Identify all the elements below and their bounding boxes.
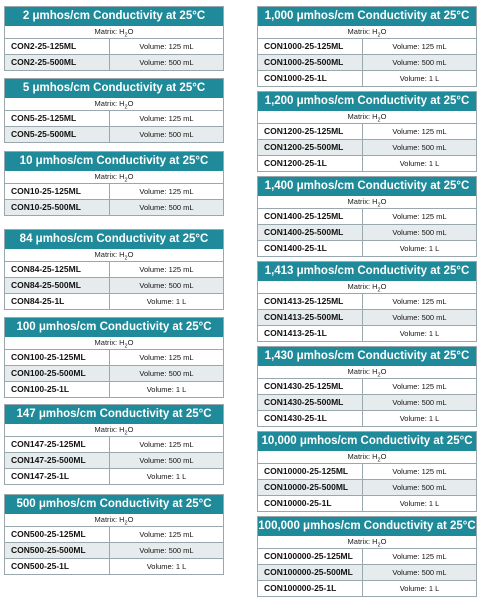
- matrix-label: Matrix: $H_2O$: [5, 424, 223, 437]
- product-volume: Volume: 500 mL: [392, 398, 447, 407]
- card-title: 100,000 μmhos/cm Conductivity at 25°C: [258, 517, 476, 536]
- product-volume: Volume: 125 mL: [139, 187, 194, 196]
- matrix-label: Matrix: $H_2O$: [258, 536, 476, 549]
- product-code: CON500-25-1L: [5, 559, 110, 574]
- matrix-label: Matrix: $H_2O$: [258, 281, 476, 294]
- matrix-label: Matrix: $H_2O$: [258, 196, 476, 209]
- product-code: CON1000-25-125ML: [258, 39, 363, 54]
- product-row: [5, 262, 223, 278]
- product-row: [258, 411, 476, 426]
- product-row: [258, 310, 476, 326]
- matrix-label: Matrix: $H_2O$: [258, 111, 476, 124]
- product-volume: Volume: 1 L: [399, 244, 440, 253]
- product-code: CON500-25-125ML: [5, 527, 110, 542]
- product-code: CON1413-25-125ML: [258, 294, 363, 309]
- product-volume: Volume: 500 mL: [139, 369, 194, 378]
- product-volume: Volume: 1 L: [146, 472, 187, 481]
- card-title: 5 μmhos/cm Conductivity at 25°C: [5, 79, 223, 98]
- card-title: 500 μmhos/cm Conductivity at 25°C: [5, 495, 223, 514]
- product-volume: Volume: 125 mL: [392, 127, 447, 136]
- product-volume: Volume: 1 L: [399, 329, 440, 338]
- product-row: [258, 294, 476, 310]
- matrix-label: Matrix: $H_2O$: [5, 337, 223, 350]
- product-code: CON2-25-125ML: [5, 39, 110, 54]
- product-code: CON147-25-1L: [5, 469, 110, 484]
- product-code: CON1413-25-1L: [258, 326, 363, 341]
- product-code: CON1000-25-1L: [258, 71, 363, 86]
- card-title: 2 μmhos/cm Conductivity at 25°C: [5, 7, 223, 26]
- product-volume: Volume: 125 mL: [392, 552, 447, 561]
- product-row: [258, 156, 476, 171]
- product-row: [258, 241, 476, 256]
- product-code: CON100000-25-125ML: [258, 549, 363, 564]
- product-row: [258, 379, 476, 395]
- product-code: CON1000-25-500ML: [258, 55, 363, 70]
- product-volume: Volume: 500 mL: [392, 568, 447, 577]
- product-volume: Volume: 500 mL: [392, 143, 447, 152]
- standard-card: [257, 91, 477, 172]
- product-row: [5, 278, 223, 294]
- product-code: CON2-25-500ML: [5, 55, 110, 70]
- product-volume: Volume: 500 mL: [392, 483, 447, 492]
- card-title: 1,000 μmhos/cm Conductivity at 25°C: [258, 7, 476, 26]
- product-row: [258, 124, 476, 140]
- product-row: [5, 559, 223, 574]
- product-row: [258, 496, 476, 511]
- product-volume: Volume: 1 L: [399, 74, 440, 83]
- product-volume: Volume: 125 mL: [139, 265, 194, 274]
- product-code: CON100000-25-500ML: [258, 565, 363, 580]
- product-row: [5, 184, 223, 200]
- matrix-label: Matrix: $H_2O$: [258, 26, 476, 39]
- product-row: [258, 565, 476, 581]
- product-volume: Volume: 500 mL: [139, 456, 194, 465]
- product-code: CON10-25-500ML: [5, 200, 110, 215]
- product-volume: Volume: 125 mL: [392, 297, 447, 306]
- product-volume: Volume: 500 mL: [392, 58, 447, 67]
- product-code: CON147-25-500ML: [5, 453, 110, 468]
- product-volume: Volume: 125 mL: [392, 42, 447, 51]
- product-volume: Volume: 1 L: [146, 385, 187, 394]
- product-row: [258, 581, 476, 596]
- product-volume: Volume: 1 L: [399, 499, 440, 508]
- standard-card: [4, 6, 224, 71]
- product-code: CON100-25-125ML: [5, 350, 110, 365]
- product-row: [5, 437, 223, 453]
- product-code: CON1400-25-125ML: [258, 209, 363, 224]
- card-title: 1,400 μmhos/cm Conductivity at 25°C: [258, 177, 476, 196]
- card-title: 84 μmhos/cm Conductivity at 25°C: [5, 230, 223, 249]
- matrix-label: Matrix: $H_2O$: [258, 366, 476, 379]
- product-code: CON10-25-125ML: [5, 184, 110, 199]
- product-volume: Volume: 125 mL: [392, 467, 447, 476]
- product-volume: Volume: 500 mL: [139, 58, 194, 67]
- product-code: CON10000-25-1L: [258, 496, 363, 511]
- product-row: [5, 127, 223, 142]
- product-volume: Volume: 500 mL: [139, 281, 194, 290]
- product-code: CON1413-25-500ML: [258, 310, 363, 325]
- product-code: CON5-25-500ML: [5, 127, 110, 142]
- standard-card: [257, 346, 477, 427]
- product-row: [258, 464, 476, 480]
- product-row: [258, 55, 476, 71]
- product-row: [5, 366, 223, 382]
- card-title: 100 μmhos/cm Conductivity at 25°C: [5, 318, 223, 337]
- standard-card: [4, 229, 224, 310]
- matrix-label: Matrix: $H_2O$: [5, 98, 223, 111]
- card-title: 1,430 μmhos/cm Conductivity at 25°C: [258, 347, 476, 366]
- product-code: CON10000-25-500ML: [258, 480, 363, 495]
- standard-card: [257, 176, 477, 257]
- product-code: CON1200-25-1L: [258, 156, 363, 171]
- product-code: CON100-25-1L: [5, 382, 110, 397]
- product-row: [5, 294, 223, 309]
- standard-card: [4, 404, 224, 485]
- standard-card: [4, 317, 224, 398]
- product-volume: Volume: 1 L: [399, 414, 440, 423]
- card-title: 1,200 μmhos/cm Conductivity at 25°C: [258, 92, 476, 111]
- product-row: [5, 350, 223, 366]
- card-title: 1,413 μmhos/cm Conductivity at 25°C: [258, 262, 476, 281]
- card-title: 10 μmhos/cm Conductivity at 25°C: [5, 152, 223, 171]
- product-code: CON1430-25-500ML: [258, 395, 363, 410]
- product-row: [258, 395, 476, 411]
- product-volume: Volume: 125 mL: [392, 382, 447, 391]
- matrix-label: Matrix: $H_2O$: [5, 171, 223, 184]
- product-row: [5, 382, 223, 397]
- standard-card: [257, 6, 477, 87]
- standard-card: [4, 494, 224, 575]
- product-code: CON1200-25-125ML: [258, 124, 363, 139]
- product-row: [258, 209, 476, 225]
- product-code: CON500-25-500ML: [5, 543, 110, 558]
- product-row: [5, 527, 223, 543]
- product-volume: Volume: 125 mL: [139, 530, 194, 539]
- product-code: CON1400-25-500ML: [258, 225, 363, 240]
- product-volume: Volume: 1 L: [399, 159, 440, 168]
- matrix-label: Matrix: $H_2O$: [258, 451, 476, 464]
- product-code: CON84-25-1L: [5, 294, 110, 309]
- product-row: [5, 469, 223, 484]
- product-row: [258, 326, 476, 341]
- product-code: CON1200-25-500ML: [258, 140, 363, 155]
- matrix-label: Matrix: $H_2O$: [5, 26, 223, 39]
- product-code: CON147-25-125ML: [5, 437, 110, 452]
- product-volume: Volume: 125 mL: [392, 212, 447, 221]
- product-row: [258, 140, 476, 156]
- card-title: 147 μmhos/cm Conductivity at 25°C: [5, 405, 223, 424]
- product-volume: Volume: 125 mL: [139, 42, 194, 51]
- product-row: [258, 39, 476, 55]
- standard-card: [257, 516, 477, 597]
- product-volume: Volume: 125 mL: [139, 440, 194, 449]
- matrix-label: Matrix: $H_2O$: [5, 249, 223, 262]
- product-volume: Volume: 1 L: [146, 562, 187, 571]
- product-row: [5, 111, 223, 127]
- product-code: CON1400-25-1L: [258, 241, 363, 256]
- product-code: CON84-25-125ML: [5, 262, 110, 277]
- product-row: [5, 200, 223, 215]
- product-row: [258, 71, 476, 86]
- product-row: [5, 543, 223, 559]
- standard-card: [4, 78, 224, 143]
- product-volume: Volume: 500 mL: [139, 203, 194, 212]
- product-code: CON100-25-500ML: [5, 366, 110, 381]
- product-code: CON10000-25-125ML: [258, 464, 363, 479]
- product-volume: Volume: 1 L: [399, 584, 440, 593]
- product-code: CON100000-25-1L: [258, 581, 363, 596]
- standard-card: [4, 151, 224, 216]
- standard-card: [257, 261, 477, 342]
- product-row: [5, 453, 223, 469]
- product-volume: Volume: 500 mL: [392, 228, 447, 237]
- card-title: 10,000 μmhos/cm Conductivity at 25°C: [258, 432, 476, 451]
- product-volume: Volume: 125 mL: [139, 353, 194, 362]
- product-volume: Volume: 500 mL: [392, 313, 447, 322]
- product-row: [258, 480, 476, 496]
- product-row: [5, 39, 223, 55]
- product-volume: Volume: 125 mL: [139, 114, 194, 123]
- product-code: CON5-25-125ML: [5, 111, 110, 126]
- product-row: [258, 225, 476, 241]
- product-volume: Volume: 500 mL: [139, 130, 194, 139]
- product-code: CON84-25-500ML: [5, 278, 110, 293]
- matrix-label: Matrix: $H_2O$: [5, 514, 223, 527]
- product-row: [258, 549, 476, 565]
- product-volume: Volume: 1 L: [146, 297, 187, 306]
- product-row: [5, 55, 223, 70]
- standard-card: [257, 431, 477, 512]
- product-code: CON1430-25-1L: [258, 411, 363, 426]
- product-volume: Volume: 500 mL: [139, 546, 194, 555]
- product-code: CON1430-25-125ML: [258, 379, 363, 394]
